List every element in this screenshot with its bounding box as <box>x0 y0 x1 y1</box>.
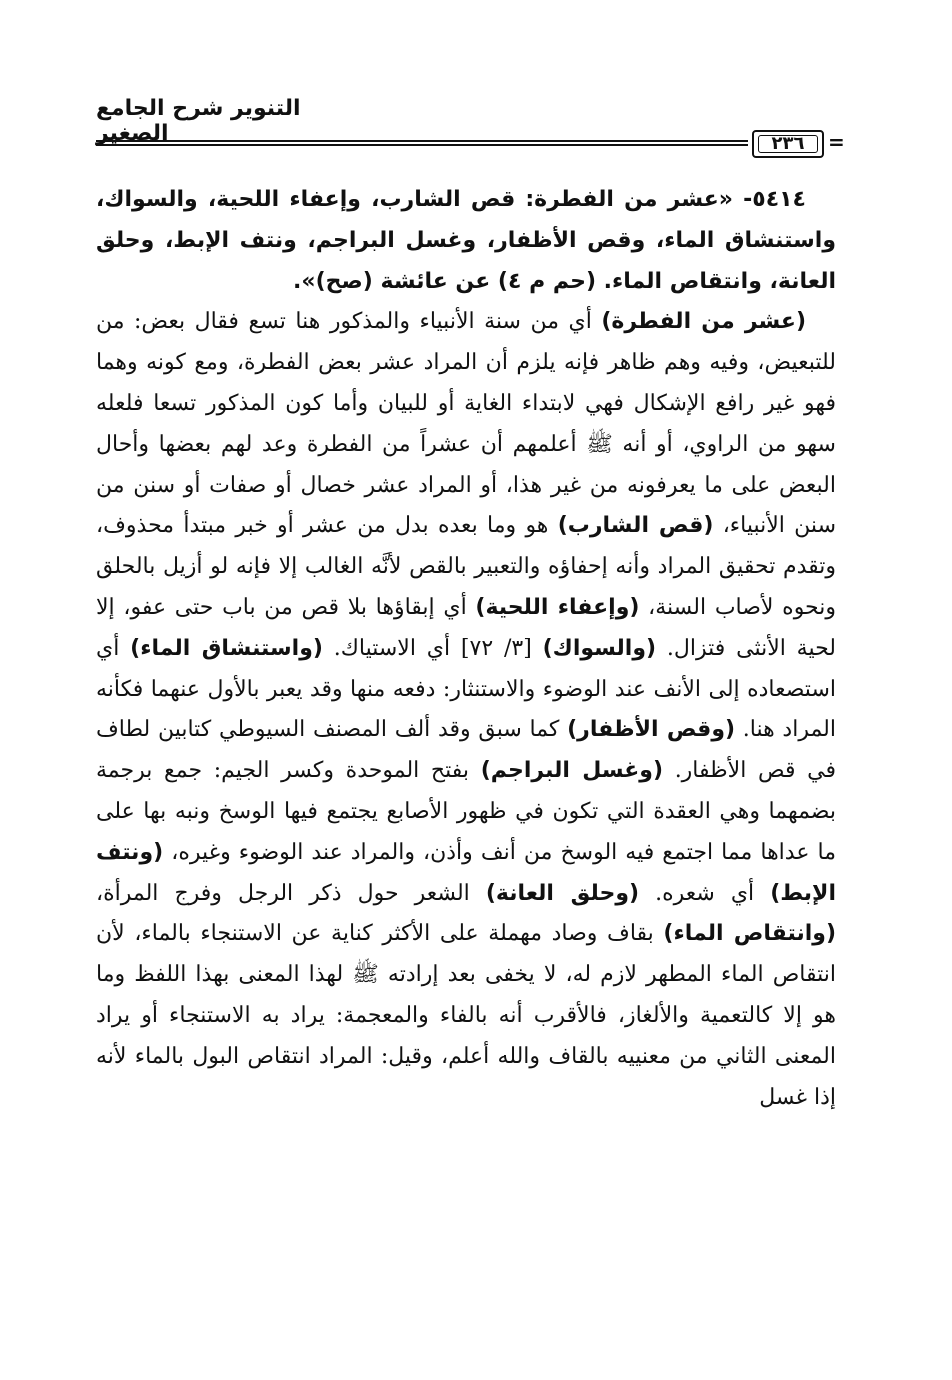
header-double-rule <box>96 140 748 146</box>
explanation-7: بفتح الموحدة وكسر الجيم: جمع برجمة بضمهما وهي العقدة التي تكون في ظهور الأصابع يجتمع فيها الوسخ ونبه بها على ما عداها مما اجتمع فيه الوسخ من أنف وأذن، والمراد عند الوضوء وغيره، <box>96 758 836 865</box>
term-8: (ونتف الإبط) <box>96 839 836 906</box>
term-10: (وانتقاص الماء) <box>663 921 836 947</box>
main-text <box>96 180 836 1118</box>
hadith-paragraph <box>96 180 836 302</box>
term-5: (واستنشاق الماء) <box>130 635 323 661</box>
hadith-number: ٥٤١٤- <box>743 187 806 212</box>
hadith-text: «عشر من الفطرة: قص الشارب، وإعفاء اللحية، والسواك، واستنشاق الماء، وقص الأظفار، وغسل البراجم، ونتف الإبط، وحلق العانة، وانتقاص الماء. (حم م ٤) عن عائشة (صح)». <box>96 187 836 294</box>
explanation-6: كما سبق وقد ألف المصنف السيوطي كتابين لطاف في قص الأظفار. <box>96 717 836 784</box>
explanation-10: بقاف وصاد مهملة على الأكثر كناية عن الاستنجاء بالماء، لأن انتقاص الماء المطهر لازم له، لا يخفى بعد إرادته ﷺ لهذا المعنى بهذا اللفظ وما هو إلا كالتعمية والألغاز، فالأقرب أنه بالفاء والمعجمة: يراد به الاستنجاء أو يراد المعنى الثاني من معنييه بالقاف والله أعلم، وقيل: المراد انتقاص البول بالماء لأنه إذا غسل <box>96 921 836 1110</box>
explanation-9: الشعر حول ذكر الرجل وفرج المرأة، <box>96 880 486 906</box>
term-7: (وغسل البراجم) <box>480 758 664 784</box>
explanation-1: أي من سنة الأنبياء والمذكور هنا تسع فقال بعض: من للتبعيض، وفيه وهم ظاهر فإنه يلزم أن المراد عشر بعض الفطرة، ومع كونه وهما فهو غير رافع الإشكال فهي لابتداء الغاية أو للبيان وأما كون المذكور تسعا فلعله سهو من الراوي، أو أنه ﷺ أعلمهم أن عشراً من الفطرة وعد لهم بعضها وأحال البعض على ما يعرفونه من غير هذا، أو المراد عشر خصال أو صفات أو سنن من سنن الأنبياء، <box>96 309 836 539</box>
term-9: (وحلق العانة) <box>485 880 640 906</box>
term-2: (قص الشارب) <box>557 513 714 539</box>
page-number-dash: = <box>828 130 845 154</box>
explanation-8: أي شعره. <box>639 880 771 906</box>
explanation-2: هو وما بعده بدل من عشر أو خبر مبتدأ محذوف، وتقدم تحقيق المراد وأنه إحفاؤه والتعبير بالقص لأنَّه الغالب إلا فإنه لو أزيل بالحلق ونحوه لأصاب السنة، <box>96 513 837 620</box>
term-6: (وقص الأظفار) <box>567 717 736 743</box>
page-number: ٢٣٦ <box>752 130 824 158</box>
explanation-4: [٣/ ٧٢] أي الاستياك. <box>322 635 543 661</box>
term-1: (عشر من الفطرة) <box>601 309 806 335</box>
commentary-paragraph <box>96 302 836 1118</box>
term-4: (والسواك) <box>542 635 657 661</box>
term-3: (وإعفاء اللحية) <box>475 594 640 620</box>
explanation-3: أي إبقاؤها بلا قص من باب حتى عفو، إلا لحية الأنثى فتزال. <box>96 594 837 661</box>
running-header-title: التنوير شرح الجامع الصغير <box>96 96 301 146</box>
explanation-5: أي استصعاده إلى الأنف عند الوضوء والاستنثار: دفعه منها وقد يعبر بالأول عنهما فكأنه المراد هنا. <box>96 635 836 743</box>
